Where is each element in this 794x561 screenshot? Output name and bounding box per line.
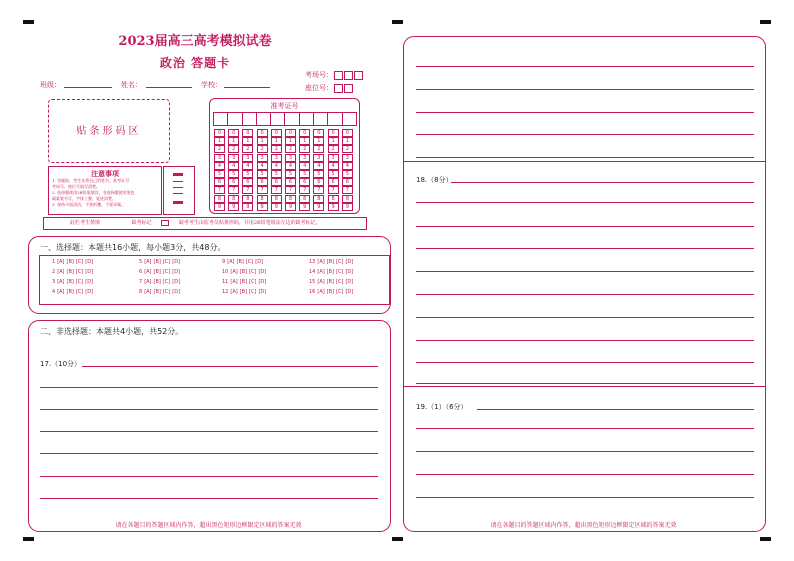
choice-question-row	[222, 259, 263, 265]
choice-option-bubble[interactable]: [C]	[162, 289, 171, 295]
admission-digit-cell[interactable]: 4	[313, 162, 324, 170]
admission-digit-cell[interactable]: 7	[342, 186, 353, 194]
admission-digit-cell[interactable]: 7	[257, 186, 268, 194]
answer-line[interactable]	[416, 226, 754, 227]
admission-digit-cell[interactable]: 8	[342, 195, 353, 203]
question-number: 2	[52, 269, 56, 275]
question-number: 8	[139, 289, 143, 295]
choice-option-bubble[interactable]: [B]	[326, 289, 335, 295]
admission-digit-cell[interactable]: 8	[313, 195, 324, 203]
admission-digit-cell[interactable]: 5	[214, 170, 225, 178]
admission-digit-cell[interactable]: 6	[242, 178, 253, 186]
barcode-label: 贴条形码区	[76, 126, 142, 137]
choice-option-bubble[interactable]: [D]	[85, 279, 94, 285]
question-number: 14	[309, 269, 316, 275]
admission-digit-cell[interactable]: 3	[328, 154, 339, 162]
admission-digit-cell[interactable]: 5	[228, 170, 239, 178]
admission-digit-cell[interactable]: 2	[342, 145, 353, 153]
admission-digit-cell[interactable]: 0	[299, 129, 310, 137]
choice-option-bubble[interactable]: [C]	[75, 289, 84, 295]
choice-option-bubble[interactable]: [A]	[144, 289, 152, 295]
question-number: 6	[139, 269, 143, 275]
admission-digit-cell[interactable]: 6	[299, 178, 310, 186]
admission-digit-cell[interactable]: 7	[328, 186, 339, 194]
choice-option-bubble[interactable]: [C]	[75, 259, 84, 265]
choice-option-bubble[interactable]: [D]	[345, 289, 354, 295]
answer-line[interactable]	[416, 451, 754, 452]
choice-question-row	[139, 279, 180, 285]
notice-line: 碳素笔书写，字体工整、笔迹清楚。	[52, 196, 116, 201]
admission-digit-cell[interactable]: 7	[313, 186, 324, 194]
choice-option-bubble[interactable]: [D]	[85, 289, 94, 295]
admission-digit-cell[interactable]: 9	[285, 203, 296, 211]
subject-title: 政治 答题卡	[159, 56, 231, 70]
missing-label: 缺考标记	[131, 220, 152, 226]
choice-option-bubble[interactable]: [A]	[57, 289, 65, 295]
barcode-area	[48, 99, 170, 163]
admission-digit-cell[interactable]: 3	[271, 154, 282, 162]
name-label: 姓名：	[121, 81, 142, 89]
seat-text: 座位号：	[305, 84, 333, 92]
answer-line[interactable]	[416, 89, 754, 90]
admission-digit-cell[interactable]: 4	[328, 162, 339, 170]
admission-digit-cell[interactable]: 0	[313, 129, 324, 137]
choice-option-bubble[interactable]: [B]	[239, 269, 248, 275]
admission-digit-cell[interactable]: 0	[257, 129, 268, 137]
admission-digit-cell[interactable]: 9	[214, 203, 225, 211]
answer-line[interactable]	[416, 497, 754, 498]
admission-digit-cell[interactable]: 4	[299, 162, 310, 170]
panel-divider	[403, 386, 765, 387]
admission-digit-cell[interactable]: 5	[271, 170, 282, 178]
admission-digit-cell[interactable]: 5	[285, 170, 296, 178]
answer-line[interactable]	[416, 202, 754, 203]
choice-option-bubble[interactable]: [C]	[249, 279, 257, 285]
choice-option-bubble[interactable]: [A]	[230, 289, 238, 295]
choice-question-row	[309, 279, 353, 285]
essay-section-panel	[28, 320, 391, 532]
choice-option-bubble[interactable]: [A]	[144, 269, 152, 275]
answer-line[interactable]	[40, 387, 378, 388]
admission-digit-cell[interactable]: 3	[313, 154, 324, 162]
admission-digit-cell[interactable]: 2	[242, 145, 253, 153]
choice-option-bubble[interactable]: [C]	[249, 289, 257, 295]
right-answer-panel	[403, 36, 766, 532]
notice-line: 考场号、座位号填写清楚。	[52, 184, 100, 189]
question-number: 1	[52, 259, 56, 265]
admission-digit-cell[interactable]: 1	[299, 137, 310, 145]
exam-room-box[interactable]	[344, 71, 353, 80]
admission-digit-cell[interactable]: 0	[328, 129, 339, 137]
seat-box[interactable]	[344, 84, 353, 93]
choice-option-bubble[interactable]: [A]	[230, 279, 238, 285]
admission-digit-cell[interactable]: 3	[228, 154, 239, 162]
answer-line[interactable]	[416, 317, 754, 318]
admission-digit-cell[interactable]: 4	[257, 162, 268, 170]
choice-question-row	[52, 279, 93, 285]
exam-room-box[interactable]	[334, 71, 343, 80]
choice-option-bubble[interactable]: [D]	[255, 259, 264, 265]
choice-option-bubble[interactable]: [D]	[258, 279, 267, 285]
choice-option-bubble[interactable]: [A]	[57, 269, 65, 275]
choice-question-row	[309, 259, 353, 265]
admission-digit-cell[interactable]: 6	[285, 178, 296, 186]
question-number: 10	[222, 269, 229, 275]
choice-option-bubble[interactable]: [B]	[326, 279, 335, 285]
admission-digit-cell[interactable]: 7	[285, 186, 296, 194]
choice-option-bubble[interactable]: [A]	[57, 279, 65, 285]
admission-digit-cell[interactable]: 1	[228, 137, 239, 145]
admission-digit-cell[interactable]: 6	[228, 178, 239, 186]
choice-option-bubble[interactable]: [D]	[345, 259, 354, 265]
choice-question-row	[52, 259, 93, 265]
registration-mark	[760, 537, 771, 541]
question-number: 11	[222, 279, 229, 285]
choice-option-bubble[interactable]: [C]	[249, 269, 257, 275]
choice-option-bubble[interactable]: [B]	[153, 289, 161, 295]
choice-question-row	[52, 289, 93, 295]
choice-option-bubble[interactable]: [A]	[144, 279, 152, 285]
choice-question-row	[222, 269, 266, 275]
answer-line[interactable]	[416, 248, 754, 249]
admission-digit-cell[interactable]: 8	[285, 195, 296, 203]
choice-option-bubble[interactable]: [B]	[66, 259, 74, 265]
choice-question-row	[222, 279, 266, 285]
notice-line: 1. 答题前，考生先将自己的姓名、准考证号	[52, 178, 130, 183]
admission-digit-cell[interactable]: 7	[242, 186, 253, 194]
answer-line[interactable]	[416, 362, 754, 363]
choice-option-bubble[interactable]: [C]	[336, 289, 344, 295]
admission-digit-cell[interactable]: 2	[313, 145, 324, 153]
admission-digit-cell[interactable]: 9	[257, 203, 268, 211]
admission-digit-cell[interactable]: 4	[228, 162, 239, 170]
choice-option-bubble[interactable]: [C]	[75, 279, 84, 285]
admission-digit-cell[interactable]: 4	[285, 162, 296, 170]
answer-line[interactable]	[40, 476, 378, 477]
choice-option-bubble[interactable]: [B]	[239, 289, 248, 295]
exam-room-label	[305, 70, 363, 80]
admission-digit-cell[interactable]: 9	[228, 203, 239, 211]
choice-option-bubble[interactable]: [D]	[258, 289, 267, 295]
answer-line[interactable]	[416, 474, 754, 475]
admission-digit-cell[interactable]: 3	[257, 154, 268, 162]
choice-question-row	[139, 269, 180, 275]
question-number: 5	[139, 259, 143, 265]
question-number: 15	[309, 279, 316, 285]
choice-option-bubble[interactable]: [D]	[172, 289, 181, 295]
q19-label: 19.（1）（6分）	[416, 403, 468, 411]
admission-digit-cell[interactable]: 6	[271, 178, 282, 186]
admission-digit-cell[interactable]: 1	[257, 137, 268, 145]
admission-digit-cell[interactable]: 3	[299, 154, 310, 162]
choice-option-bubble[interactable]: [D]	[345, 269, 354, 275]
admission-digit-cell[interactable]: 3	[285, 154, 296, 162]
page-title: 2023届高三高考模拟试卷	[118, 34, 272, 49]
choice-option-bubble[interactable]: [D]	[172, 279, 181, 285]
answer-line[interactable]	[416, 134, 754, 135]
admission-digit-cell[interactable]: 6	[313, 178, 324, 186]
answer-line[interactable]	[416, 112, 754, 113]
admission-digit-cell[interactable]: 3	[214, 154, 225, 162]
admission-digit-cell[interactable]: 9	[342, 203, 353, 211]
admission-digit-cell[interactable]: 1	[214, 137, 225, 145]
choice-question-row	[52, 269, 93, 275]
q18-label: 18.（8分）	[416, 176, 453, 184]
admission-digit-cell[interactable]: 6	[328, 178, 339, 186]
choice-option-bubble[interactable]: [A]	[317, 259, 325, 265]
choice-option-bubble[interactable]: [A]	[57, 259, 65, 265]
admission-digit-cell[interactable]: 0	[228, 129, 239, 137]
registration-mark	[392, 20, 403, 24]
strip-text: 此栏考生禁填	[70, 220, 101, 226]
choice-option-bubble[interactable]: [C]	[162, 259, 171, 265]
choice-option-bubble[interactable]: [C]	[75, 269, 84, 275]
admission-digit-cell[interactable]: 4	[242, 162, 253, 170]
choice-option-bubble[interactable]: [D]	[85, 269, 94, 275]
choice-option-bubble[interactable]: [B]	[239, 279, 248, 285]
choice-option-bubble[interactable]: [A]	[230, 269, 238, 275]
class-label: 班级：	[40, 81, 61, 89]
question-number: 16	[309, 289, 316, 295]
admission-digit-cell[interactable]: 0	[285, 129, 296, 137]
notice-box	[48, 166, 162, 215]
admission-digit-cell[interactable]: 5	[313, 170, 324, 178]
choice-option-bubble[interactable]: [D]	[172, 269, 181, 275]
admission-digit-cell[interactable]: 2	[214, 145, 225, 153]
admission-digit-cell[interactable]: 8	[214, 195, 225, 203]
q18-answer-line[interactable]	[451, 182, 754, 183]
choice-option-bubble[interactable]: [D]	[258, 269, 267, 275]
admission-digit-cell[interactable]: 2	[285, 145, 296, 153]
choice-section-title: 一、选择题：本题共16小题，每小题3分，共48分。	[40, 243, 226, 252]
choice-option-bubble[interactable]: [B]	[153, 269, 161, 275]
admission-digit-cell[interactable]: 4	[214, 162, 225, 170]
choice-option-bubble[interactable]: [A]	[317, 279, 325, 285]
admission-digit-cell[interactable]: 8	[242, 195, 253, 203]
admission-digit-cell[interactable]: 5	[242, 170, 253, 178]
admission-digit-cell[interactable]: 7	[228, 186, 239, 194]
admission-digit-cell[interactable]: 9	[313, 203, 324, 211]
admission-digit-cell[interactable]: 6	[342, 178, 353, 186]
answer-line[interactable]	[416, 294, 754, 295]
answer-line[interactable]	[416, 428, 754, 429]
answer-line[interactable]	[40, 409, 378, 410]
choice-option-bubble[interactable]: [A]	[317, 269, 325, 275]
notice-text	[52, 178, 158, 208]
choice-option-bubble[interactable]: [C]	[162, 269, 171, 275]
answer-line[interactable]	[40, 431, 378, 432]
choice-question-row	[222, 289, 266, 295]
panel-divider	[403, 161, 765, 162]
q19-answer-line[interactable]	[477, 409, 754, 410]
exam-room-text: 考场号：	[305, 71, 333, 79]
choice-option-bubble[interactable]: [C]	[336, 279, 344, 285]
choice-option-bubble[interactable]: [B]	[66, 269, 74, 275]
question-number: 4	[52, 289, 56, 295]
answer-line[interactable]	[416, 340, 754, 341]
admission-digit-cell[interactable]: 4	[342, 162, 353, 170]
admission-digit-cell[interactable]: 5	[299, 170, 310, 178]
admission-digit-cell[interactable]: 9	[328, 203, 339, 211]
choice-option-bubble[interactable]: [B]	[326, 269, 335, 275]
admission-digit-cell[interactable]: 3	[242, 154, 253, 162]
question-number: 12	[222, 289, 229, 295]
choice-question-row	[309, 269, 353, 275]
admission-digit-cell[interactable]: 0	[271, 129, 282, 137]
admission-digit-cell[interactable]: 3	[342, 154, 353, 162]
admission-digit-cell[interactable]: 7	[299, 186, 310, 194]
essay-section-title: 二、非选择题：本题共4小题，共52分。	[40, 327, 184, 336]
admission-digit-cell[interactable]: 5	[328, 170, 339, 178]
answer-line[interactable]	[40, 498, 378, 499]
choice-question-row	[139, 259, 180, 265]
choice-option-bubble[interactable]: [D]	[172, 259, 181, 265]
admission-digit-cell[interactable]: 9	[242, 203, 253, 211]
answer-line[interactable]	[416, 157, 754, 158]
admission-digit-cell[interactable]: 8	[328, 195, 339, 203]
admission-digit-cell[interactable]: 1	[313, 137, 324, 145]
admission-digit-cell[interactable]: 8	[299, 195, 310, 203]
choice-option-bubble[interactable]: [C]	[245, 259, 254, 265]
question-number: 9	[222, 259, 226, 265]
notice-line: 2. 选择题使用2B铅笔填涂，非选择题使用黑色	[52, 190, 135, 195]
answer-line[interactable]	[416, 271, 754, 272]
admission-number-box	[209, 98, 360, 214]
q17-answer-line[interactable]	[82, 366, 378, 367]
admission-number-title: 准考证号	[270, 102, 299, 110]
admission-digit-cell[interactable]: 0	[342, 129, 353, 137]
choice-option-bubble[interactable]: [B]	[153, 279, 161, 285]
choice-option-bubble[interactable]: [B]	[326, 259, 335, 265]
registration-mark	[392, 537, 403, 541]
name-field[interactable]	[146, 87, 192, 88]
admission-digit-cell[interactable]: 1	[242, 137, 253, 145]
admission-digit-cell[interactable]: 9	[299, 203, 310, 211]
admission-digit-cell[interactable]: 2	[299, 145, 310, 153]
choice-option-bubble[interactable]: [D]	[345, 279, 354, 285]
admission-digit-cell[interactable]: 1	[285, 137, 296, 145]
admission-digit-cell[interactable]: 0	[214, 129, 225, 137]
admission-digit-cell[interactable]: 7	[214, 186, 225, 194]
choice-option-bubble[interactable]: [C]	[336, 259, 344, 265]
registration-mark	[23, 537, 34, 541]
admission-digit-cell[interactable]: 1	[271, 137, 282, 145]
admission-digit-cell[interactable]: 2	[271, 145, 282, 153]
answer-line[interactable]	[416, 383, 754, 384]
footer-note-right: 请在各题目的答题区域内作答，超出黑色矩形边框限定区域的答案无效	[490, 522, 677, 529]
admission-digit-cell[interactable]: 2	[257, 145, 268, 153]
answer-line[interactable]	[416, 66, 754, 67]
choice-option-bubble[interactable]: [A]	[317, 289, 325, 295]
missing-exam-strip	[43, 217, 367, 230]
admission-digit-cell[interactable]: 7	[271, 186, 282, 194]
missing-note: 缺考考生由监考员贴条形码，并用2B铅笔填涂左边的缺考标记。	[178, 220, 321, 226]
choice-option-bubble[interactable]: [B]	[66, 279, 74, 285]
choice-option-bubble[interactable]: [B]	[236, 259, 244, 265]
question-number: 3	[52, 279, 56, 285]
admission-digit-cell[interactable]: 5	[342, 170, 353, 178]
choice-option-bubble[interactable]: [B]	[66, 289, 74, 295]
admission-digit-cell[interactable]: 1	[328, 137, 339, 145]
school-label: 学校：	[201, 81, 222, 89]
notice-title: 注意事项	[91, 169, 119, 178]
q17-label: 17.（10分）	[40, 360, 82, 368]
choice-option-bubble[interactable]: [A]	[227, 259, 235, 265]
seat-label	[305, 83, 353, 93]
admission-digit-cell[interactable]: 1	[342, 137, 353, 145]
seat-box[interactable]	[334, 84, 343, 93]
missing-mark-checkbox[interactable]	[161, 220, 169, 226]
choice-option-bubble[interactable]: [C]	[336, 269, 344, 275]
choice-option-bubble[interactable]: [A]	[144, 259, 152, 265]
admission-digit-cell[interactable]: 2	[328, 145, 339, 153]
question-number: 7	[139, 279, 143, 285]
footer-note-left: 请在各题目的答题区域内作答，超出黑色矩形边框限定区域的答案无效	[115, 522, 302, 529]
admission-digit-cell[interactable]: 8	[257, 195, 268, 203]
class-field[interactable]	[64, 87, 112, 88]
admission-digit-cell[interactable]: 5	[257, 170, 268, 178]
choice-option-bubble[interactable]: [C]	[162, 279, 171, 285]
choice-option-bubble[interactable]: [B]	[153, 259, 161, 265]
admission-number-input-row[interactable]	[213, 112, 357, 126]
admission-digit-cell[interactable]: 8	[271, 195, 282, 203]
admission-digit-cell[interactable]: 6	[257, 178, 268, 186]
choice-question-row	[139, 289, 180, 295]
registration-mark	[23, 20, 34, 24]
choice-question-row	[309, 289, 353, 295]
admission-digit-cell[interactable]: 0	[242, 129, 253, 137]
admission-digit-cell[interactable]: 2	[228, 145, 239, 153]
notice-line: 3. 保持卡面清洁，不要折叠，不要弄破。	[52, 202, 126, 207]
admission-digit-cell[interactable]: 4	[271, 162, 282, 170]
registration-mark	[760, 20, 771, 24]
choice-option-bubble[interactable]: [D]	[85, 259, 94, 265]
exam-room-box[interactable]	[354, 71, 363, 80]
admission-digit-cell[interactable]: 6	[214, 178, 225, 186]
admission-digit-cell[interactable]: 8	[228, 195, 239, 203]
question-number: 13	[309, 259, 316, 265]
admission-digit-cell[interactable]: 9	[271, 203, 282, 211]
answer-line[interactable]	[40, 453, 378, 454]
fill-example-box	[163, 166, 195, 215]
school-field[interactable]	[224, 87, 270, 88]
